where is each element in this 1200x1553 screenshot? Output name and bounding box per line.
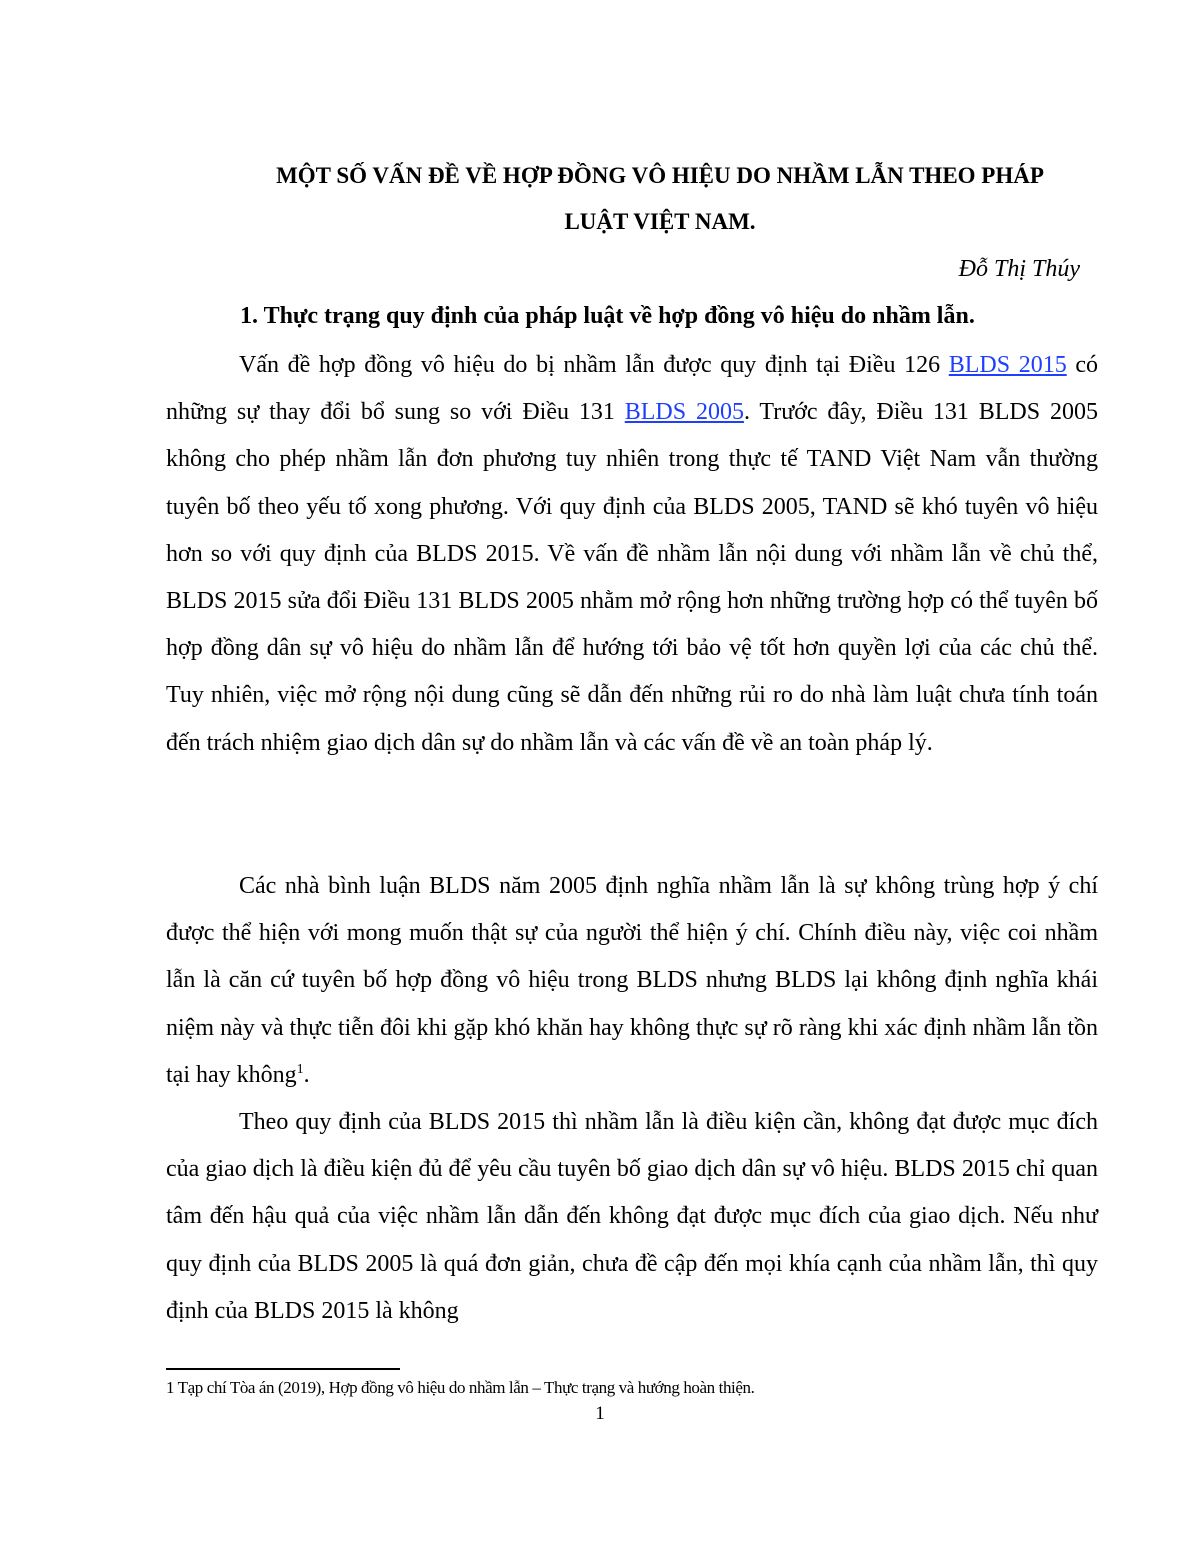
paragraph-1: [166, 342, 1098, 767]
author-name: Đỗ Thị Thúy: [958, 256, 1080, 282]
paragraph-3: [166, 1099, 1098, 1335]
document-title: [120, 153, 1200, 245]
link-blds-2005[interactable]: BLDS 2005: [624, 399, 744, 426]
footnote-separator: [166, 1368, 400, 1370]
paragraph-2: [166, 863, 1098, 1099]
paragraph-2-text: Các nhà bình luận BLDS năm 2005 định nghĩa nhầm lẫn là sự không trùng hợp ý chí được thể hiện với mong muốn thật sự của người thể hiện ý chí. Chính điều này, việc coi nhầm lẫn là căn cứ tuyên bố hợp đồng vô hiệu trong BLDS nhưng BLDS lại không định nghĩa khái niệm này và thực tiễn đôi khi gặp khó khăn hay không thực sự rõ ràng khi xác định nhầm lẫn tồn tại hay không: [166, 873, 1098, 1088]
paragraph-1-text-c: . Trước đây, Điều 131 BLDS 2005 không cho phép nhầm lẫn đơn phương tuy nhiên trong thực tế TAND Việt Nam vẫn thường tuyên bố theo yếu tố xong phương. Với quy định của BLDS 2005, TAND sẽ khó tuyên vô hiệu hơn so với quy định của BLDS 2015. Về vấn đề nhầm lẫn nội dung với nhầm lẫn về chủ thể, BLDS 2015 sửa đổi Điều 131 BLDS 2005 nhằm mở rộng hơn những trường hợp có thể tuyên bố hợp đồng dân sự vô hiệu do nhầm lẫn để hướng tới bảo vệ tốt hơn quyền lợi của các chủ thể. Tuy nhiên, việc mở rộng nội dung cũng sẽ dẫn đến những rủi ro do nhà làm luật chưa tính toán đến trách nhiệm giao dịch dân sự do nhầm lẫn và các vấn đề về an toàn pháp lý.: [166, 399, 1098, 756]
footnote-text: 1 Tạp chí Tòa án (2019), Hợp đồng vô hiệu do nhầm lẫn – Thực trạng và hướng hoàn thiện.: [166, 1378, 755, 1397]
paragraph-1-text-b: có những sự thay đổi bổ sung so với Điều 131: [166, 352, 1098, 426]
footnote-reference[interactable]: 1: [296, 1061, 304, 1077]
section-heading: 1. Thực trạng quy định của pháp luật về hợp đồng vô hiệu do nhầm lẫn.: [240, 303, 975, 329]
title-line-2: LUẬT VIỆT NAM.: [564, 209, 756, 234]
link-blds-2015[interactable]: BLDS 2015: [948, 352, 1067, 378]
paragraph-3-text: Theo quy định của BLDS 2015 thì nhầm lẫn là điều kiện cần, không đạt được mục đích của giao dịch là điều kiện đủ để yêu cầu tuyên bố giao dịch dân sự vô hiệu. BLDS 2015 chỉ quan tâm đến hậu quả của việc nhầm lẫn dẫn đến không đạt được mục đích của giao dịch. Nếu như quy định của BLDS 2005 là quá đơn giản, chưa đề cập đến mọi khía cạnh của nhầm lẫn, thì quy định của BLDS 2015 là không: [166, 1109, 1098, 1324]
paragraph-2-end: .: [303, 1061, 310, 1088]
page-number: 1: [595, 1403, 605, 1424]
title-line-1: MỘT SỐ VẤN ĐỀ VỀ HỢP ĐỒNG VÔ HIỆU DO NHẦM LẪN THEO PHÁP: [276, 163, 1044, 188]
paragraph-1-text-a: Vấn đề hợp đồng vô hiệu do bị nhầm lẫn được quy định tại Điều 126: [239, 352, 949, 378]
